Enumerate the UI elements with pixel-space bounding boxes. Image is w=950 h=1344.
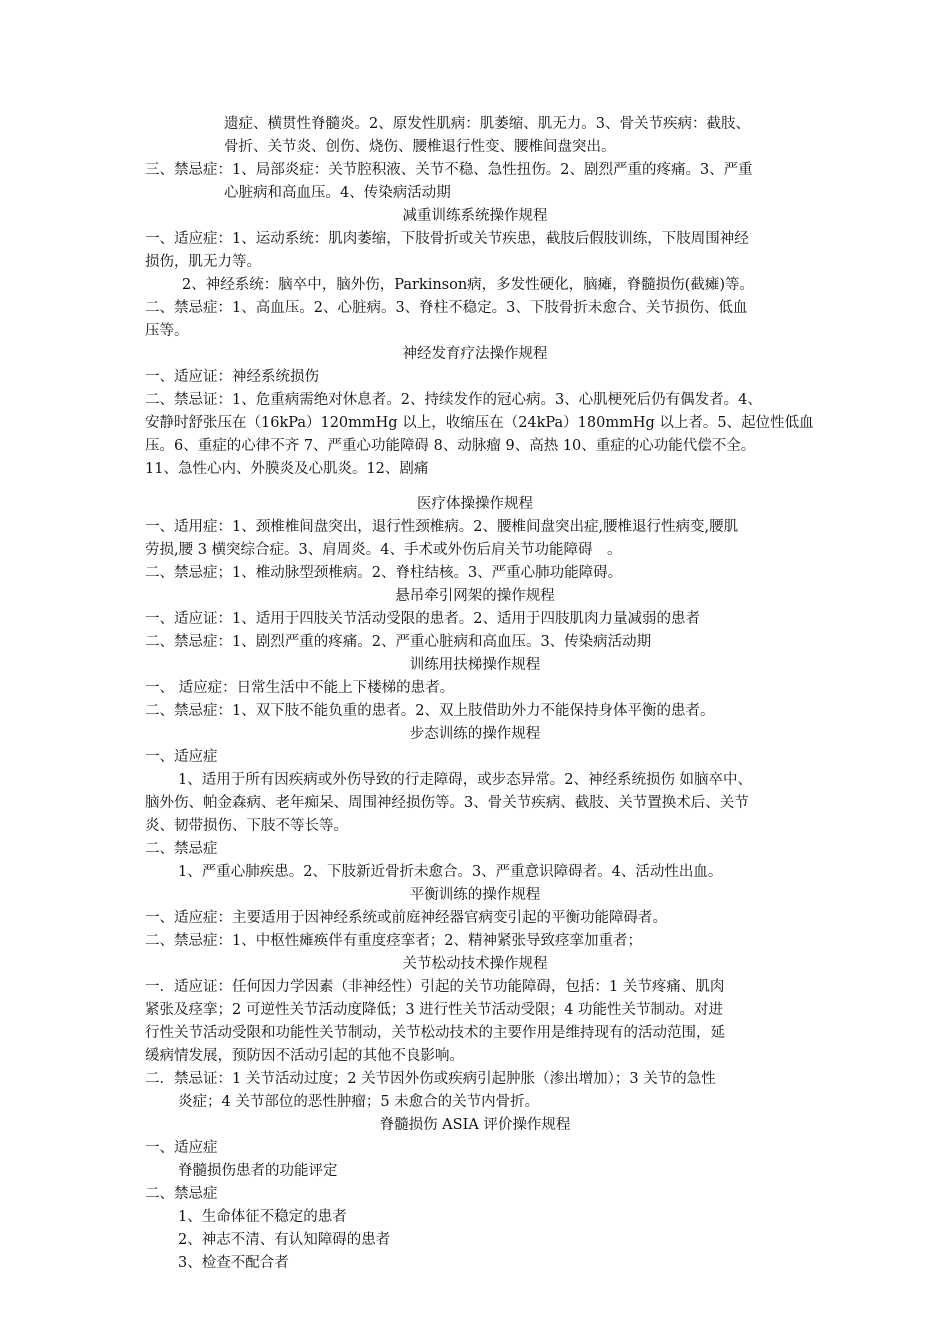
section-title: 脊髓损伤 ASIA 评价操作规程 [379,1117,571,1133]
text-line: 二．禁忌证：1 关节活动过度；2 关节因外伤或疾病引起肿胀（渗出增加）；3 关节的急性 [145,1071,716,1087]
text-line: 心脏病和高血压。4、传染病活动期 [224,185,451,201]
text-line: 压。6、重症的心律不齐 7、严重心功能障碍 8、动脉瘤 9、高热 10、重症的心功能代偿不全。 [145,438,756,454]
text-line: 一、 适应症：日常生活中不能上下楼梯的患者。 [145,680,455,696]
text-line: 一、适应证：1、适用于四肢关节活动受限的患者。2、适用于四肢肌肉力量减弱的患者 [145,611,700,627]
text-line: 炎、韧带损伤、下肢不等长等。 [145,818,348,834]
text-line: 二、禁忌症；1、椎动脉型颈椎病。2、脊柱结核。3、严重心肺功能障碍。 [145,565,623,581]
text-line: 11、急性心内、外膜炎及心肌炎。12、剧痛 [145,461,429,477]
text-line: 二、禁忌症：1、高血压。2、心脏病。3、脊柱不稳定。3、下肢骨折未愈合、关节损伤、低血 [145,300,748,316]
text-line: 二、禁忌症：1、剧烈严重的疼痛。2、严重心脏病和高血压。3、传染病活动期 [145,634,652,650]
text-line: 1、严重心肺疾患。2、下肢新近骨折未愈合。3、严重意识障碍者。4、活动性出血。 [178,864,723,880]
text-line: 2、神志不清、有认知障碍的患者 [178,1232,391,1248]
text-line: 三、禁忌症：1、局部炎症：关节腔积液、关节不稳、急性扭伤。2、剧烈严重的疼痛。3、严重 [145,162,753,178]
section-title: 医疗体操操作规程 [417,496,533,512]
text-line: 遗症、横贯性脊髓炎。2、原发性肌病：肌萎缩、肌无力。3、骨关节疾病：截肢、 [224,116,750,132]
text-line: 一、适应症：主要适用于因神经系统或前庭神经器官病变引起的平衡功能障碍者。 [145,910,667,926]
text-line: 紧张及痉挛；2 可逆性关节活动度降低；3 进行性关节活动受限；4 功能性关节制动。对进 [145,1002,723,1018]
text-line: 行性关节活动受限和功能性关节制动，关节松动技术的主要作用是维持现有的活动范围，延 [145,1025,725,1041]
text-line: 1、生命体征不稳定的患者 [178,1209,347,1225]
section-title: 减重训练系统操作规程 [402,208,548,224]
text-line: 脑外伤、帕金森病、老年痴呆、周围神经损伤等。3、骨关节疾病、截肢、关节置换术后、关节 [145,795,749,811]
text-line: 压等。 [145,323,189,339]
text-line: 二、禁忌症 [145,841,218,857]
text-line: 炎症；4 关节部位的恶性肿瘤；5 未愈合的关节内骨折。 [178,1094,540,1110]
text-line: 缓病情发展，预防因不活动引起的其他不良影响。 [145,1048,464,1064]
text-line: 一、适应症 [145,1140,218,1156]
text-line: 一、适应证：神经系统损伤 [145,369,319,385]
text-line: 2、神经系统：脑卒中，脑外伤，Parkinson病，多发性硬化，脑瘫，脊髓损伤(截瘫)等。 [182,277,754,293]
text-line: 3、检查不配合者 [178,1255,289,1271]
text-line: 一、适应症 [145,749,218,765]
text-line: 二、禁忌症：1、双下肢不能负重的患者。2、双上肢借助外力不能保持身体平衡的患者。 [145,703,715,719]
text-line: 劳损,腰 3 横突综合症。3、肩周炎。4、手术或外伤后肩关节功能障碍 。 [145,542,622,558]
text-line: 二、禁忌症 [145,1186,218,1202]
section-title: 神经发育疗法操作规程 [402,346,548,362]
section-title: 平衡训练的操作规程 [409,887,541,903]
text-line: 二、禁忌症：1、中枢性瘫痪伴有重度痉挛者；2、精神紧张导致痉挛加重者； [145,933,642,949]
text-line: 二、禁忌证：1、危重病需绝对休息者。2、持续发作的冠心病。3、心肌梗死后仍有偶发者。4、 [145,392,762,408]
section-title: 关节松动技术操作规程 [402,956,548,972]
section-title: 训练用扶梯操作规程 [409,657,541,673]
text-line: 损伤，肌无力等。 [145,254,261,270]
text-line: 一．适应证：任何因力学因素（非神经性）引起的关节功能障碍，包括：1 关节疼痛、肌肉 [145,979,725,995]
text-line: 一、适用症：1、颈椎椎间盘突出，退行性颈椎病。2、腰椎间盘突出症,腰椎退行性病变,腰肌 [145,519,739,535]
text-line: 安静时舒张压在（16kPa）120mmHg 以上，收缩压在（24kPa）180mmHg 以上者。5、起位性低血 [145,415,814,431]
text-line: 骨折、关节炎、创伤、烧伤、腰椎退行性变、腰椎间盘突出。 [224,139,616,155]
text-line: 一、适应症：1、运动系统：肌肉萎缩，下肢骨折或关节疾患，截肢后假肢训练，下肢周围神经 [145,231,749,247]
section-title: 悬吊牵引网架的操作规程 [395,588,555,604]
text-line: 脊髓损伤患者的功能评定 [178,1163,338,1179]
text-line: 1、适用于所有因疾病或外伤导致的行走障碍，或步态异常。2、神经系统损伤 如脑卒中、 [178,772,753,788]
section-title: 步态训练的操作规程 [409,726,541,742]
